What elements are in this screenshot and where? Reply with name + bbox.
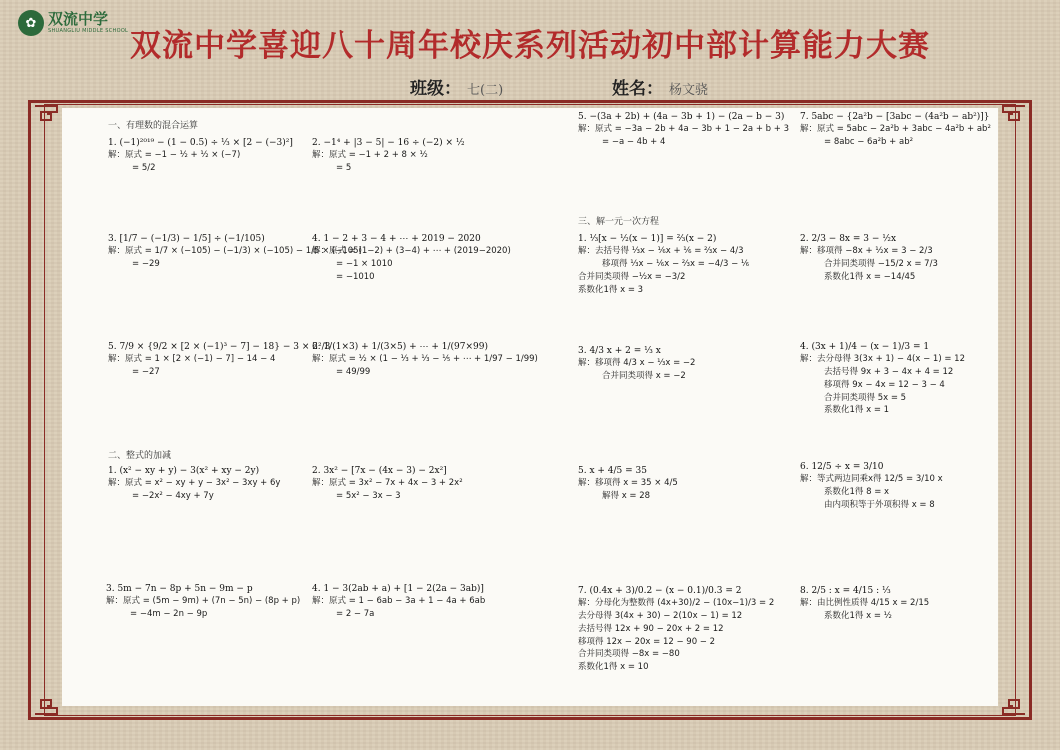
problem-item	[312, 466, 463, 502]
problem-answer: 系数化1得 x = 10	[578, 662, 649, 673]
problem-answer: = −1010	[336, 271, 375, 282]
problem-item	[578, 346, 695, 382]
problem-answer: 解得 x = 28	[602, 491, 651, 502]
problem-answer: = 8abc − 6a²b + ab²	[824, 137, 913, 148]
problem-question: 6. 12/5 ÷ x = 3/10	[800, 462, 884, 472]
name-field	[612, 74, 708, 99]
section-title-rational: 一、有理数的混合运算	[108, 121, 199, 131]
problem-question: 6. 1/(1×3) + 1/(3×5) + ⋯ + 1/(97×99)	[312, 342, 489, 352]
problem-item	[800, 586, 929, 622]
problem-item	[312, 342, 538, 378]
class-field	[410, 74, 503, 99]
problem-answer: 解：分母化为整数得 (4x+30)/2 − (10x−1)/3 = 2	[578, 598, 775, 609]
logo-name: 双流中学	[48, 10, 109, 28]
problem-answer: 合并同类项得 5x = 5	[824, 392, 907, 403]
problem-question: 5. −(3a + 2b) + (4a − 3b + 1) − (2a − b − 3)	[578, 112, 785, 122]
section-title-equation: 三、解一元一次方程	[578, 217, 660, 227]
problem-answer: 解：原式 = ½ × (1 − ⅓ + ⅓ − ⅕ + ⋯ + 1/97 − 1/99)	[312, 354, 538, 365]
problem-question: 2. 3x² − [7x − (4x − 3) − 2x²]	[312, 466, 447, 476]
corner-ornament-icon	[1001, 104, 1027, 130]
problem-item	[108, 342, 330, 378]
problem-question: 5. x + 4/5 = 35	[578, 466, 647, 476]
problem-answer: 解：移项得 4/3 x − ⅓x = −2	[578, 358, 696, 369]
problem-answer: 解：原式 = 1/7 × (−105) − (−1/3) × (−105) − 1/5 × (−105)	[108, 246, 362, 257]
problem-answer: = −1 × 1010	[336, 259, 393, 270]
problem-question: 1. ⅓[x − ½(x − 1)] = ⅔(x − 2)	[578, 234, 717, 244]
problem-answer: = −29	[132, 259, 160, 270]
problem-answer: = −a − 4b + 4	[602, 137, 666, 148]
problem-answer: 系数化1得 x = −14/45	[824, 271, 916, 282]
problem-answer: = 5	[336, 163, 352, 174]
problem-answer: = 5x² − 3x − 3	[336, 491, 401, 502]
problem-item	[312, 234, 511, 283]
problem-question: 7. (0.4x + 3)/0.2 − (x − 0.1)/0.3 = 2	[578, 586, 742, 596]
section-title-polynomial: 二、整式的加减	[108, 451, 172, 461]
problem-answer: 解：原式 = −3a − 2b + 4a − 3b + 1 − 2a + b + 3	[578, 124, 789, 135]
problem-answer: 去括号得 9x + 3 − 4x + 4 = 12	[824, 367, 954, 378]
problem-answer: 去括号得 12x + 90 − 20x + 2 = 12	[578, 623, 724, 634]
problem-answer: 解：原式 = −1 + 2 + 8 × ½	[312, 150, 428, 161]
problem-item	[800, 462, 943, 511]
class-label: 班级：	[410, 79, 461, 99]
problem-answer: 解：由比例性质得 4/15 x = 2/15	[800, 598, 930, 609]
problem-answer: 解：等式两边同乘x得 12/5 = 3/10 x	[800, 474, 943, 485]
problem-question: 5. 7/9 × {9/2 × [2 × (−1)³ − 7] − 18} − 3 × 2²/3	[108, 342, 331, 352]
problem-answer: 解：原式 = −1 − ½ + ½ × (−7)	[108, 150, 241, 161]
name-value: 杨文骁	[669, 83, 709, 98]
problem-item	[800, 234, 938, 283]
problem-item	[578, 112, 789, 148]
problem-item	[578, 586, 774, 673]
problem-answer: 解：去分母得 3(3x + 1) − 4(x − 1) = 12	[800, 354, 965, 365]
problem-answer: 解：原式 = (1−2) + (3−4) + ⋯ + (2019−2020)	[312, 246, 511, 257]
problem-answer: = −4m − 2n − 9p	[130, 609, 208, 620]
problem-answer: 移项得 ⅓x − ⅙x − ⅔x = −4/3 − ⅙	[602, 259, 750, 270]
problem-question: 4. 1 − 3(2ab + a) + [1 − 2(2a − 3ab)]	[312, 584, 484, 594]
problem-item	[108, 466, 280, 502]
problem-item	[312, 584, 485, 620]
problem-answer: = 2 − 7a	[336, 609, 375, 620]
problem-answer: 解：原式 = 1 × [2 × (−1) − 7] − 14 − 4	[108, 354, 276, 365]
problem-answer: 合并同类项得 −8x = −80	[578, 649, 680, 660]
problem-item	[312, 138, 465, 174]
problem-answer: = −27	[132, 367, 160, 378]
corner-ornament-icon	[33, 690, 59, 716]
page-title: 双流中学喜迎八十周年校庆系列活动初中部计算能力大赛	[130, 28, 930, 64]
problem-answer: 合并同类项得 −½x = −3/2	[578, 271, 686, 282]
problem-answer: 解：原式 = x² − xy + y − 3x² − 3xy + 6y	[108, 478, 281, 489]
problem-answer: 去分母得 3(4x + 30) − 2(10x − 1) = 12	[578, 611, 743, 622]
problem-question: 3. [1/7 − (−1/3) − 1/5] ÷ (−1/105)	[108, 234, 265, 244]
problem-answer: 合并同类项得 x = −2	[602, 371, 686, 382]
problem-answer: 解：原式 = 3x² − 7x + 4x − 3 + 2x²	[312, 478, 463, 489]
problem-item	[578, 466, 678, 502]
problem-answer: 解：原式 = 1 − 6ab − 3a + 1 − 4a + 6ab	[312, 596, 486, 607]
problem-answer: 系数化1得 8 = x	[824, 487, 890, 498]
problem-answer: 系数化1得 x = 3	[578, 284, 644, 295]
problem-item	[578, 234, 749, 295]
problem-answer: 解：移项得 −8x + ½x = 3 − 2/3	[800, 246, 933, 257]
problem-answer: 合并同类项得 −15/2 x = 7/3	[824, 259, 938, 270]
problem-question: 7. 5abc − {2a²b − [3abc − (4a²b − ab²)]}	[800, 112, 990, 122]
school-emblem-icon: ✿	[18, 10, 44, 36]
problem-answer: 系数化1得 x = ½	[824, 611, 892, 622]
problem-answer: 系数化1得 x = 1	[824, 405, 890, 416]
problem-question: 2. −1⁴ + |3 − 5| − 16 ÷ (−2) × ½	[312, 138, 465, 148]
problem-question: 1. (−1)²⁰¹⁹ − (1 − 0.5) ÷ ⅓ × [2 − (−3)²]	[108, 138, 293, 148]
problem-item	[800, 112, 991, 148]
corner-ornament-icon	[1001, 690, 1027, 716]
problem-item	[106, 584, 300, 620]
problem-answer: 解：去括号得 ⅓x − ⅙x + ⅙ = ⅔x − 4/3	[578, 246, 744, 257]
problem-item	[108, 138, 293, 174]
logo-subtitle: SHUANGLIU MIDDLE SCHOOL	[48, 28, 129, 34]
problem-question: 1. (x² − xy + y) − 3(x² + xy − 2y)	[108, 466, 260, 476]
problem-answer: 由内项积等于外项积得 x = 8	[824, 499, 935, 510]
problem-answer: 解：原式 = 5abc − 2a²b + 3abc − 4a²b + ab²	[800, 124, 991, 135]
problem-answer: = −2x² − 4xy + 7y	[132, 491, 214, 502]
corner-ornament-icon	[33, 104, 59, 130]
problem-question: 3. 5m − 7n − 8p + 5n − 9m − p	[106, 584, 253, 594]
problem-question: 8. 2/5 : x = 4/15 : ⅓	[800, 586, 891, 596]
class-value: 七(二)	[467, 83, 504, 98]
problem-item	[800, 342, 965, 416]
problem-question: 2. 2/3 − 8x = 3 − ½x	[800, 234, 897, 244]
problem-answer: 解：移项得 x = 35 × 4/5	[578, 478, 678, 489]
problem-answer: = 49/99	[336, 367, 371, 378]
problem-answer: 移项得 12x − 20x = 12 − 90 − 2	[578, 636, 716, 647]
problem-question: 4. (3x + 1)/4 − (x − 1)/3 = 1	[800, 342, 930, 352]
name-label: 姓名：	[612, 79, 663, 99]
problem-answer: 解：原式 = (5m − 9m) + (7n − 5n) − (8p + p)	[106, 596, 301, 607]
problem-question: 3. 4/3 x + 2 = ⅓ x	[578, 346, 661, 356]
problem-question: 4. 1 − 2 + 3 − 4 + ⋯ + 2019 − 2020	[312, 234, 481, 244]
problem-answer: = 5/2	[132, 163, 156, 174]
problem-answer: 移项得 9x − 4x = 12 − 3 − 4	[824, 379, 945, 390]
